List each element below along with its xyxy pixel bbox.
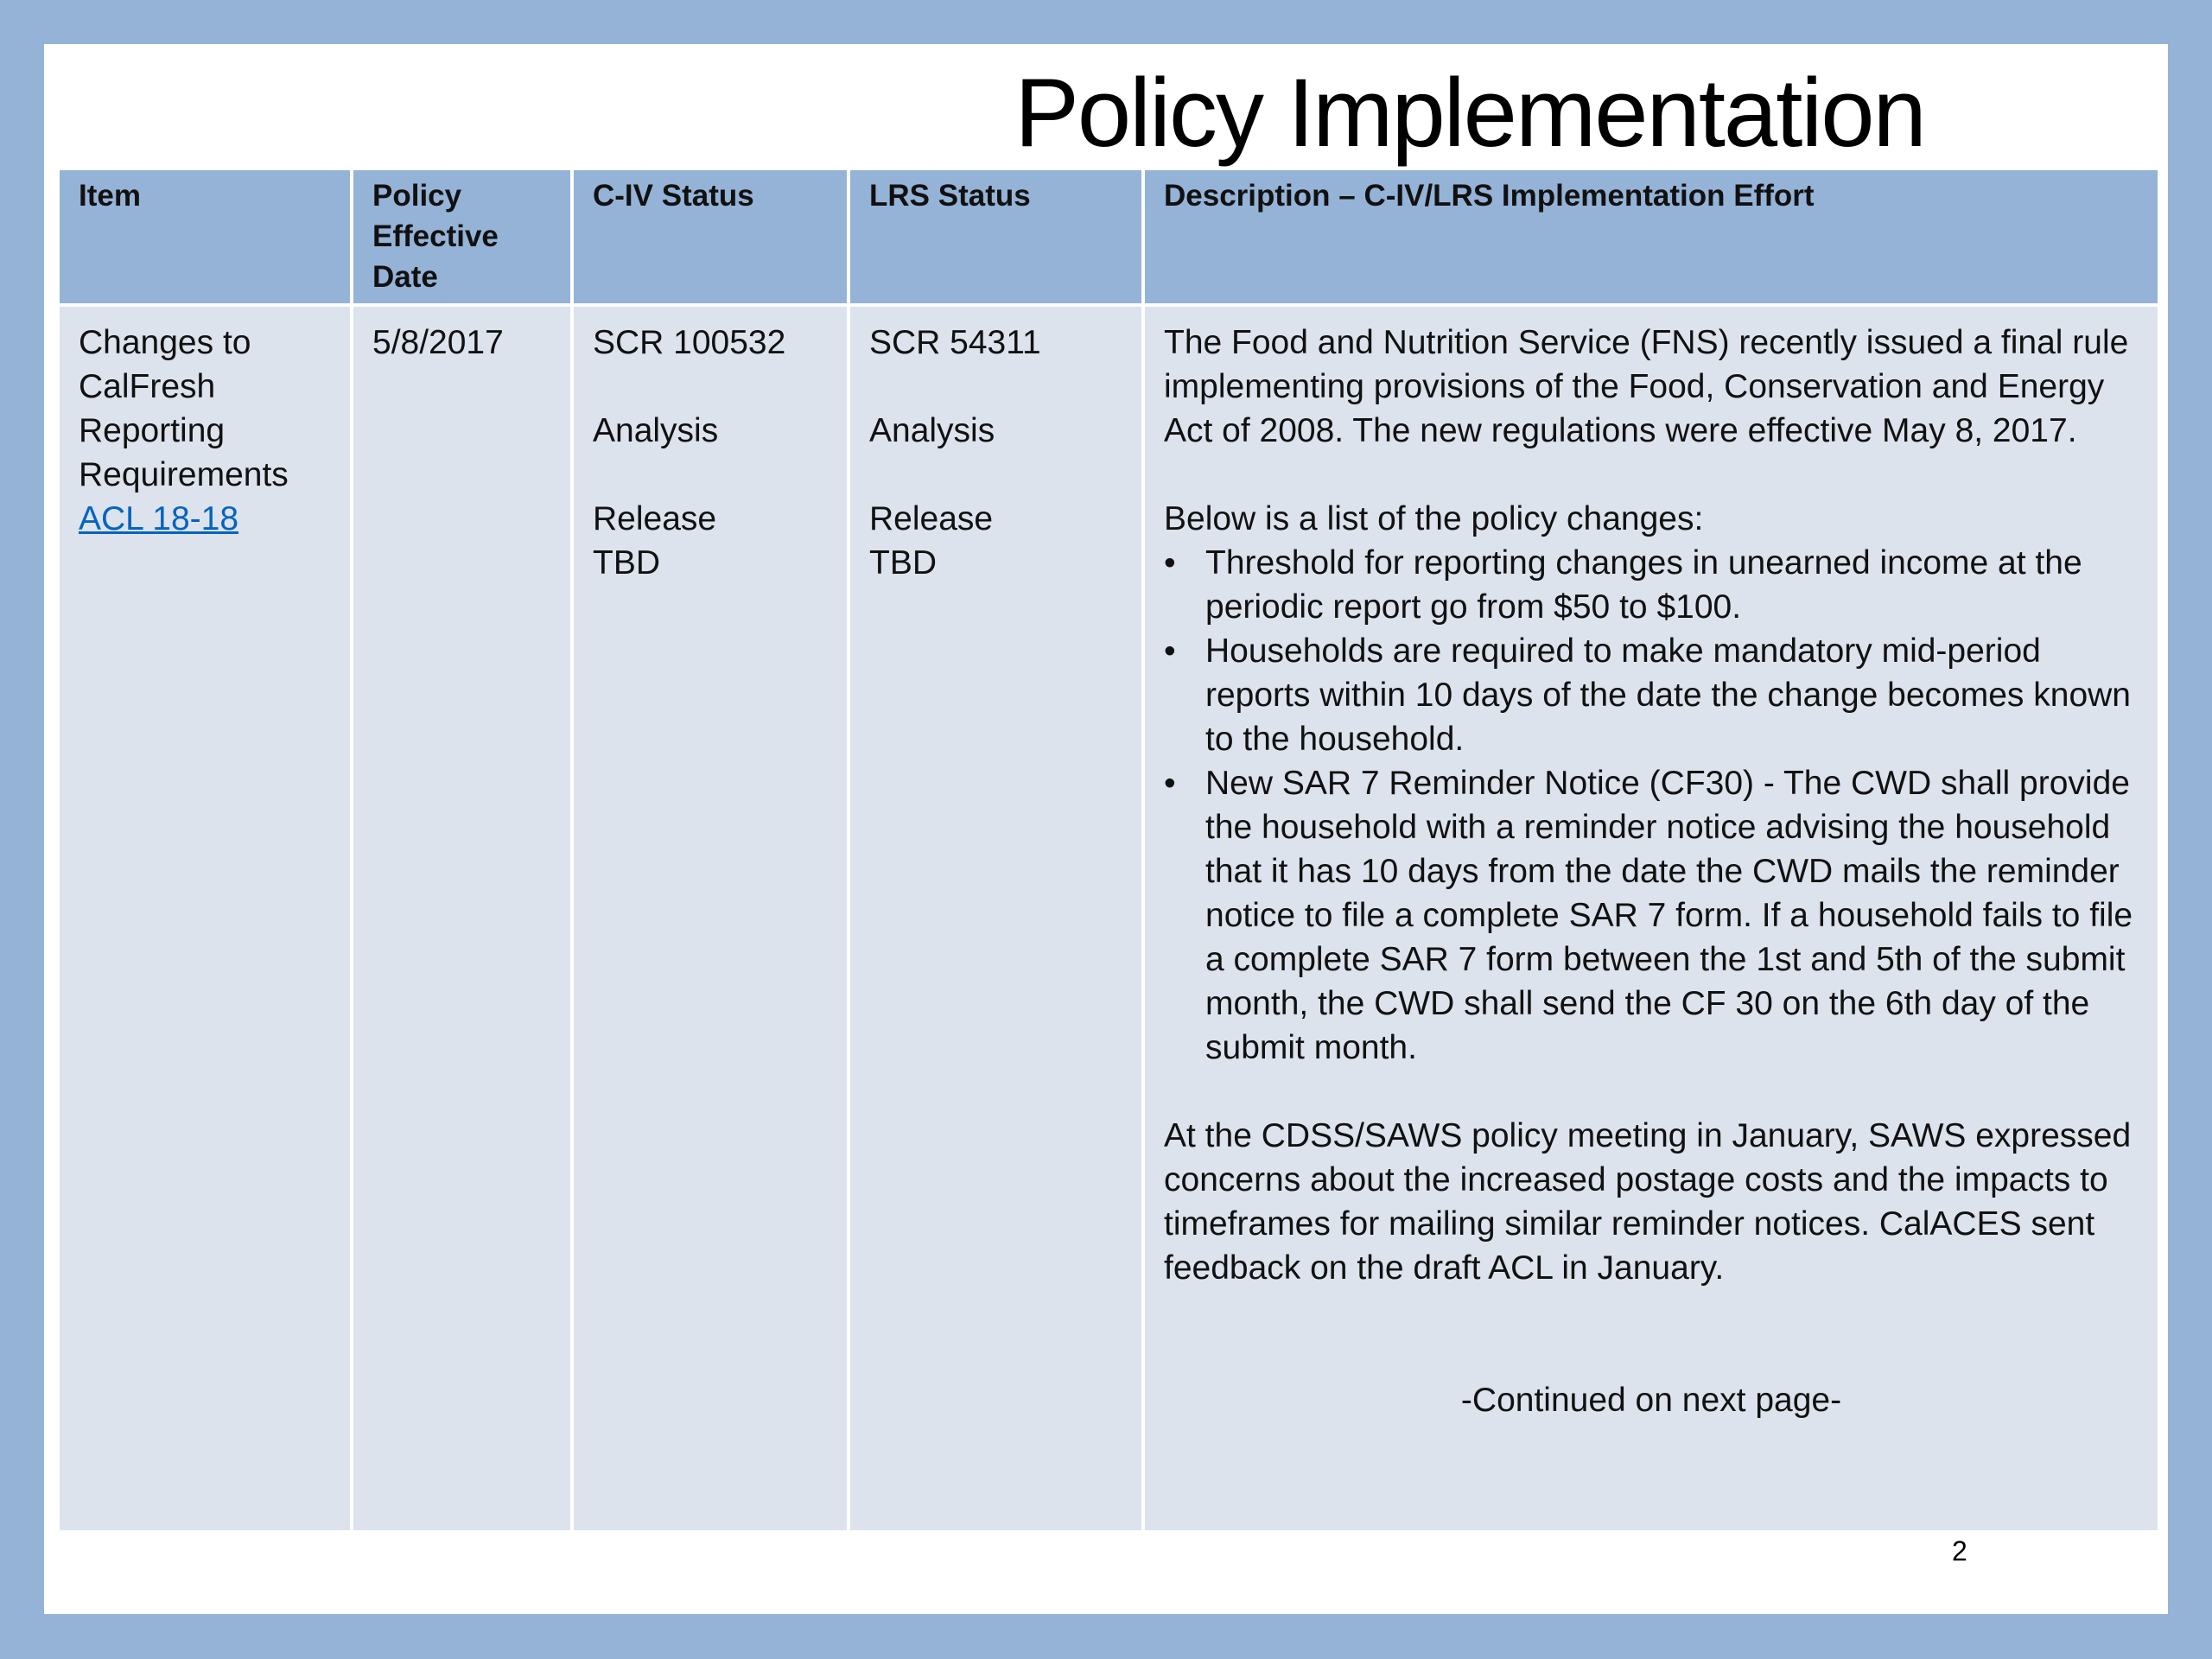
cell-item [58, 305, 352, 1532]
bullet-glyph: • [1164, 632, 1176, 670]
cell-lrs-status [849, 305, 1143, 1532]
slide [44, 44, 2168, 1614]
policy-table [56, 167, 2161, 1534]
lrs-scr: SCR 54311 [869, 324, 1041, 361]
lrs-analysis: Analysis [869, 412, 995, 449]
description-meeting: At the CDSS/SAWS policy meeting in January, SAWS expressed concerns about the increased postage costs and the impacts to timeframes for mailing similar reminder notices. CalACES sent feedback on the draft ACL in January. [1164, 1117, 2132, 1287]
policy-changes-list [1164, 541, 2139, 1070]
list-item [1164, 629, 2139, 761]
civ-scr: SCR 100532 [593, 324, 786, 361]
description-intro: The Food and Nutrition Service (FNS) recently issued a final rule implementing provisions of the Food, Conservation and Energy Act of 2008. The new regulations were effective May 8, 2017. [1164, 324, 2129, 449]
bullet-glyph: • [1164, 544, 1176, 582]
page-number: 2 [1952, 1535, 1967, 1567]
header-policy-effective-date: Policy Effective Date [352, 168, 572, 305]
acl-link[interactable]: ACL 18-18 [79, 500, 239, 537]
civ-analysis: Analysis [593, 412, 719, 449]
list-item [1164, 541, 2139, 629]
effective-date: 5/8/2017 [372, 324, 504, 361]
header-civ-status: C-IV Status [572, 168, 849, 305]
civ-tbd: TBD [593, 544, 660, 582]
table-header-row [58, 168, 2159, 305]
table-row [58, 305, 2159, 1532]
cell-civ-status [572, 305, 849, 1532]
continued-note: -Continued on next page- [1460, 1382, 1842, 1419]
list-item [1164, 761, 2139, 1070]
cell-effective-date [352, 305, 572, 1532]
description-list-heading: Below is a list of the policy changes: [1164, 500, 1704, 537]
bullet-glyph: • [1164, 765, 1176, 802]
slide-title: Policy Implementation [1014, 59, 1925, 167]
lrs-release: Release [869, 500, 994, 537]
item-text: Changes to CalFresh Reporting Requirements [79, 324, 289, 493]
cell-description [1143, 305, 2159, 1532]
civ-release: Release [593, 500, 717, 537]
bullet-text: Households are required to make mandatory mid-period reports within 10 days of the date the change becomes known to the household. [1205, 632, 2131, 758]
header-description: Description – C-IV/LRS Implementation Effort [1143, 168, 2159, 305]
bullet-text: New SAR 7 Reminder Notice (CF30) - The CWD shall provide the household with a reminder notice advising the household that it has 10 days from the date the CWD mails the reminder notice to file a complete SAR 7 form. If a household fails to file a complete SAR 7 form between the 1st and 5th of the submit month, the CWD shall send the CF 30 on the 6th day of the submit month. [1205, 765, 2133, 1066]
bullet-text: Threshold for reporting changes in unearned income at the periodic report go from $50 to $100. [1205, 544, 2082, 626]
header-item: Item [58, 168, 352, 305]
header-lrs-status: LRS Status [849, 168, 1143, 305]
lrs-tbd: TBD [869, 544, 937, 582]
